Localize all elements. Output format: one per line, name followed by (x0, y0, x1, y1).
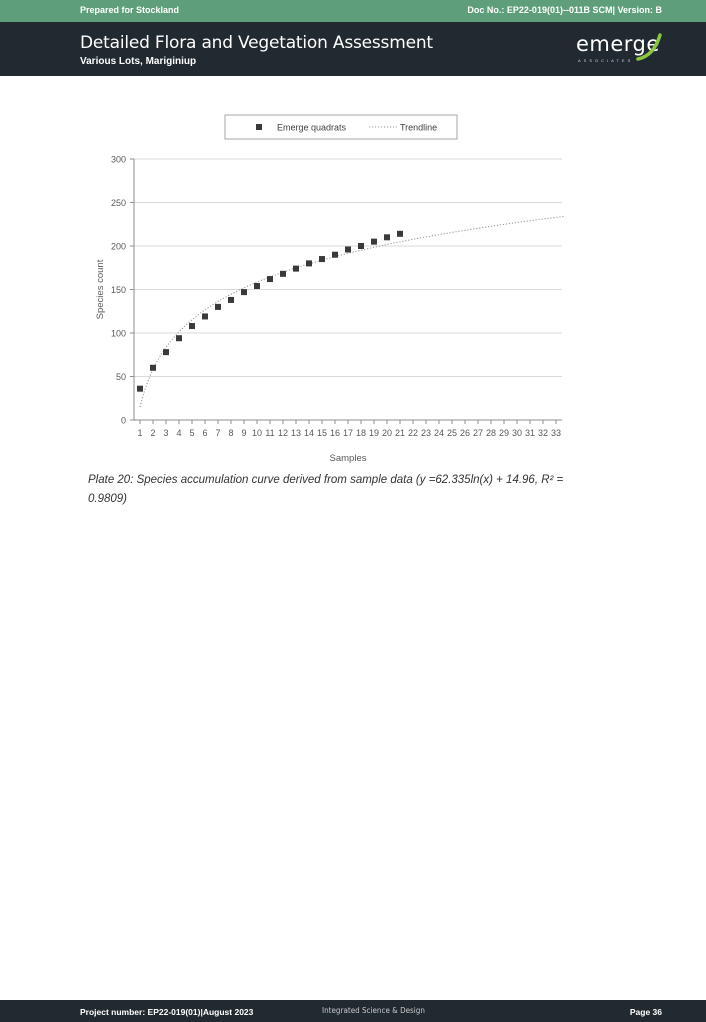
data-point-marker (215, 304, 221, 310)
x-tick-label: 6 (202, 428, 208, 438)
data-points (137, 231, 403, 392)
data-point-marker (358, 243, 364, 249)
x-tick-label: 20 (381, 428, 393, 438)
project-number-label: Project number: EP22-019(01)|August 2023 (80, 1007, 254, 1017)
y-tick-label: 250 (110, 198, 126, 208)
data-point-marker (202, 313, 208, 319)
page-footer (0, 1000, 706, 1022)
x-tick-label: 13 (290, 428, 302, 438)
data-point-marker (345, 246, 351, 252)
x-tick-label: 33 (550, 428, 562, 438)
page-number: Page 36 (629, 1007, 662, 1017)
x-tick-label: 5 (189, 428, 195, 438)
x-tick-label: 14 (303, 428, 315, 438)
x-tick-label: 31 (524, 428, 536, 438)
x-tick-label: 10 (251, 428, 263, 438)
legend-label-trendline: Trendline (400, 122, 438, 133)
document-number-label: Doc No.: EP22-019(01)--011B SCM| Version: B (467, 5, 662, 15)
x-tick-label: 9 (241, 428, 247, 438)
y-tick-label: 50 (115, 372, 126, 382)
data-point-marker (397, 231, 403, 237)
data-point-marker (267, 276, 273, 282)
x-tick-label: 23 (420, 428, 432, 438)
data-point-marker (137, 386, 143, 392)
y-tick-label: 100 (110, 328, 126, 339)
data-point-marker (384, 234, 390, 240)
x-tick-label: 11 (265, 428, 275, 438)
data-point-marker (241, 289, 247, 295)
x-tick-label: 12 (277, 428, 289, 438)
y-tick-label: 150 (110, 285, 126, 295)
logo-swoosh-icon (632, 33, 664, 63)
x-tick-label: 24 (433, 428, 445, 438)
prepared-for-label: Prepared for Stockland (80, 5, 180, 15)
chart-canvas (88, 108, 578, 468)
top-bar (0, 0, 706, 22)
footer-tagline: Integrated Science & Design (322, 1006, 425, 1015)
x-tick-label: 15 (316, 428, 328, 438)
legend-marker-swatch (256, 124, 262, 130)
x-tick-label: 1 (137, 428, 143, 438)
page-header (0, 22, 706, 76)
data-point-marker (293, 266, 299, 272)
data-point-marker (163, 349, 169, 355)
y-tick-label: 0 (120, 415, 126, 426)
data-point-marker (319, 256, 325, 262)
chart-legend (225, 115, 457, 139)
x-tick-label: 28 (485, 428, 497, 438)
data-point-marker (150, 365, 156, 371)
x-axis-title: Samples (329, 453, 367, 464)
x-tick-label: 19 (368, 428, 380, 438)
y-axis-title: Species count (95, 259, 106, 320)
y-tick-label: 200 (110, 241, 126, 252)
x-tick-label: 32 (537, 428, 549, 438)
species-accumulation-chart (88, 108, 578, 468)
plate-caption: Plate 20: Species accumulation curve derived from sample data (y =62.335ln(x) + 14.96, R² = 0.9809) (88, 474, 564, 505)
x-tick-label: 8 (228, 428, 234, 438)
data-point-marker (306, 260, 312, 266)
x-tick-label: 30 (511, 428, 523, 438)
x-tick-label: 4 (176, 428, 182, 438)
x-tick-label: 2 (150, 428, 156, 438)
trendline (140, 216, 564, 407)
x-tick-label: 17 (342, 428, 354, 438)
data-point-marker (189, 323, 195, 329)
x-tick-label: 16 (329, 428, 341, 438)
document-subtitle: Various Lots, Mariginiup (80, 56, 197, 67)
x-tick-label: 18 (355, 428, 367, 438)
data-point-marker (176, 335, 182, 341)
y-tick-label: 300 (110, 154, 126, 165)
trendline-path (140, 216, 564, 407)
data-point-marker (228, 297, 234, 303)
x-tick-label: 7 (215, 428, 221, 438)
x-tick-label: 3 (163, 428, 169, 438)
x-tick-label: 25 (446, 428, 458, 438)
chart-axes (95, 155, 562, 465)
x-tick-label: 21 (394, 428, 406, 438)
x-tick-label: 27 (472, 428, 484, 438)
data-point-marker (332, 252, 338, 258)
logo-wordmark: emerge (576, 32, 660, 56)
data-point-marker (254, 283, 260, 289)
emerge-logo (574, 31, 669, 71)
data-point-marker (280, 271, 286, 277)
legend-label-markers: Emerge quadrats (277, 122, 347, 133)
document-title: Detailed Flora and Vegetation Assessment (80, 33, 433, 53)
grid-lines (134, 159, 562, 377)
logo-subtext: ASSOCIATES (578, 58, 634, 63)
data-point-marker (371, 239, 377, 245)
x-tick-label: 29 (498, 428, 510, 438)
x-tick-label: 26 (459, 428, 471, 438)
x-tick-label: 22 (407, 428, 419, 438)
